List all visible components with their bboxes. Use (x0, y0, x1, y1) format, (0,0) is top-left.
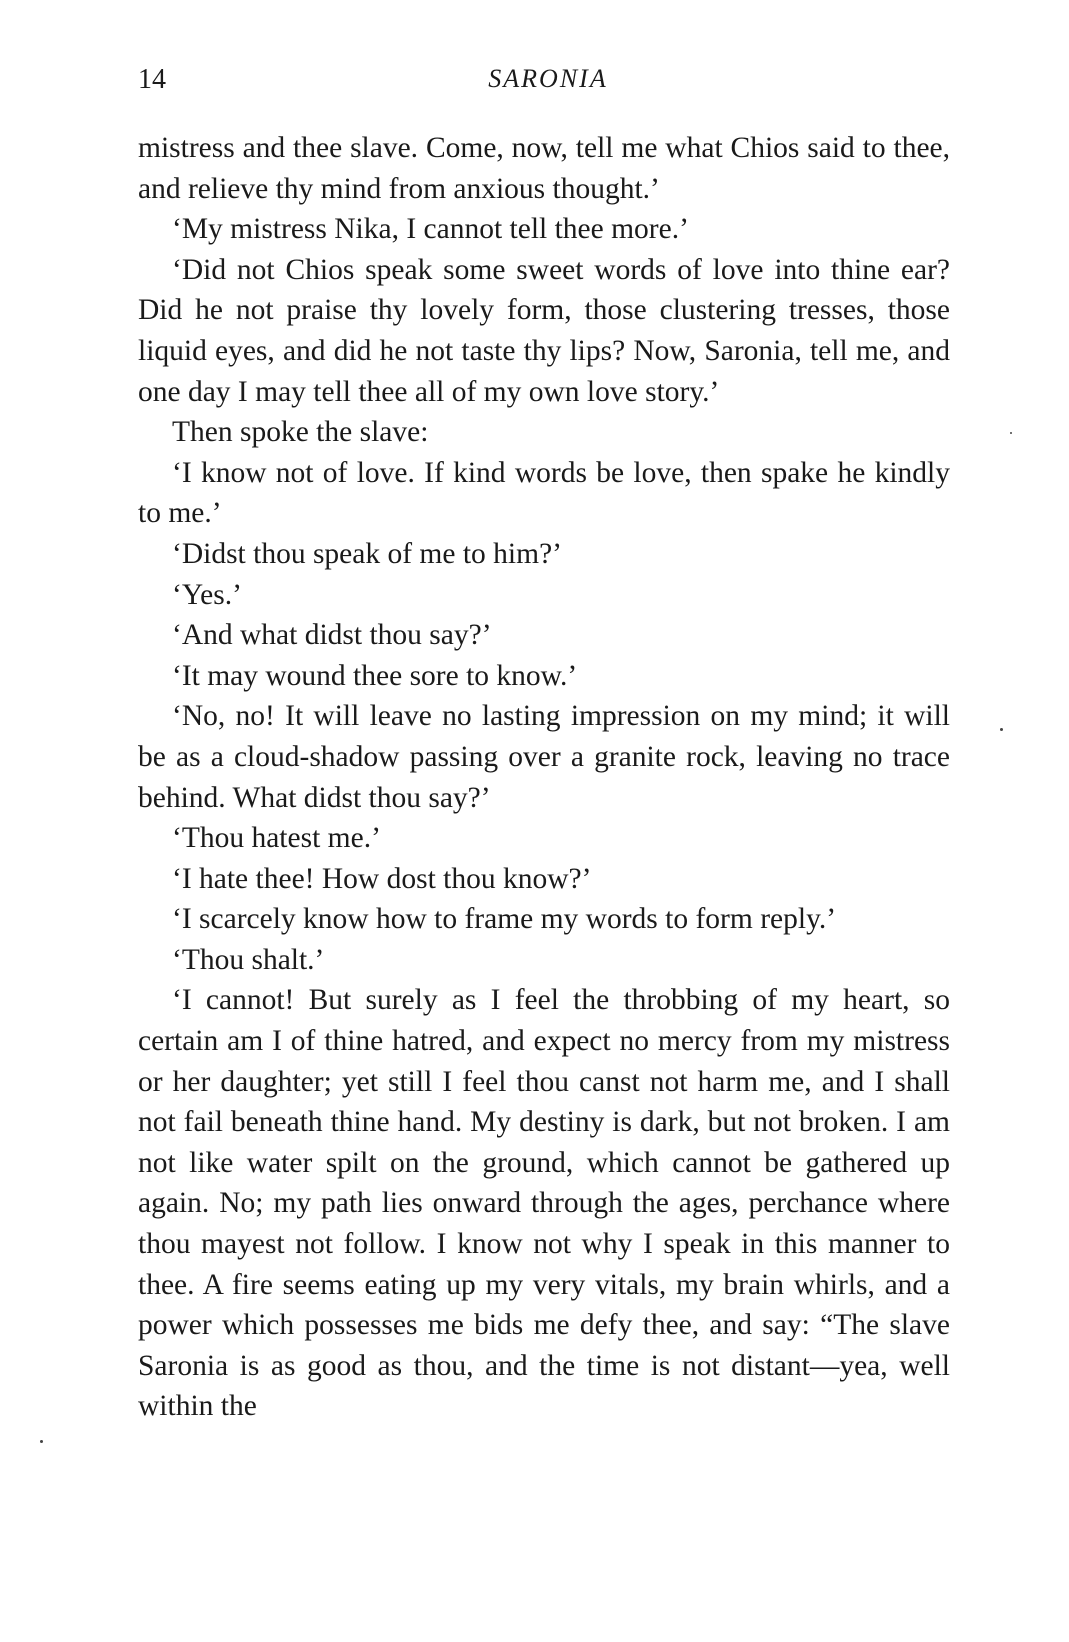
paragraph: ‘Didst thou speak of me to him?’ (172, 537, 562, 570)
paragraph: ‘Thou hatest me.’ (172, 822, 381, 855)
running-title: SARONIA (488, 64, 608, 93)
paragraph: ‘I cannot! But surely as I feel the throbbing of my heart, so certain am I of thine hatred, and expect no mercy from my mistress or her daughter; yet still I feel thou canst not harm me, and I shall not fail beneath thine hand. My destiny is dark, but not broken. I am not like water spilt on the ground, which cannot be gathered up again. No; my path lies onward through the ages, perchance where thou mayest not follow. I know not why I speak in this manner to thee. A fire seems eating up my very vitals, my brain whirls, and a power which possesses me bids me defy thee, and say: “The slave Saronia is as good as thou, and the time is not distant—yea, well within the (138, 984, 950, 1423)
paragraph: ‘And what didst thou say?’ (172, 619, 492, 652)
scan-speck (40, 1440, 43, 1443)
page-header (138, 64, 958, 100)
paragraph: ‘I know not of love. If kind words be love, then spake he kindly to me.’ (138, 456, 950, 530)
paragraph: ‘I hate thee! How dost thou know?’ (172, 862, 592, 895)
page-number: 14 (138, 64, 166, 95)
paragraph: ‘Did not Chios speak some sweet words of love into thine ear? Did he not praise thy lovely form, those clustering tresses, those liquid eyes, and did he not taste thy lips? Now, Saronia, tell me, and one day I may tell thee all of my own love story.’ (138, 253, 950, 408)
paragraph: ‘It may wound thee sore to know.’ (172, 659, 578, 692)
paragraph: ‘No, no! It will leave no lasting impression on my mind; it will be as a cloud-shadow passing over a granite rock, leaving no trace behind. What didst thou say?’ (138, 700, 950, 814)
paragraph: ‘Thou shalt.’ (172, 943, 325, 976)
paragraph: ‘I scarcely know how to frame my words to form reply.’ (172, 903, 837, 936)
paragraph: Then spoke the slave: (172, 416, 429, 449)
scan-speck (1010, 432, 1012, 434)
paragraph: ‘Yes.’ (172, 578, 242, 611)
body-text (138, 128, 950, 1427)
scan-speck (1000, 728, 1003, 731)
paragraph: mistress and thee slave. Come, now, tell me what Chios said to thee, and relieve thy mind from anxious thought.’ (138, 132, 950, 205)
paragraph: ‘My mistress Nika, I cannot tell thee more.’ (172, 213, 689, 246)
